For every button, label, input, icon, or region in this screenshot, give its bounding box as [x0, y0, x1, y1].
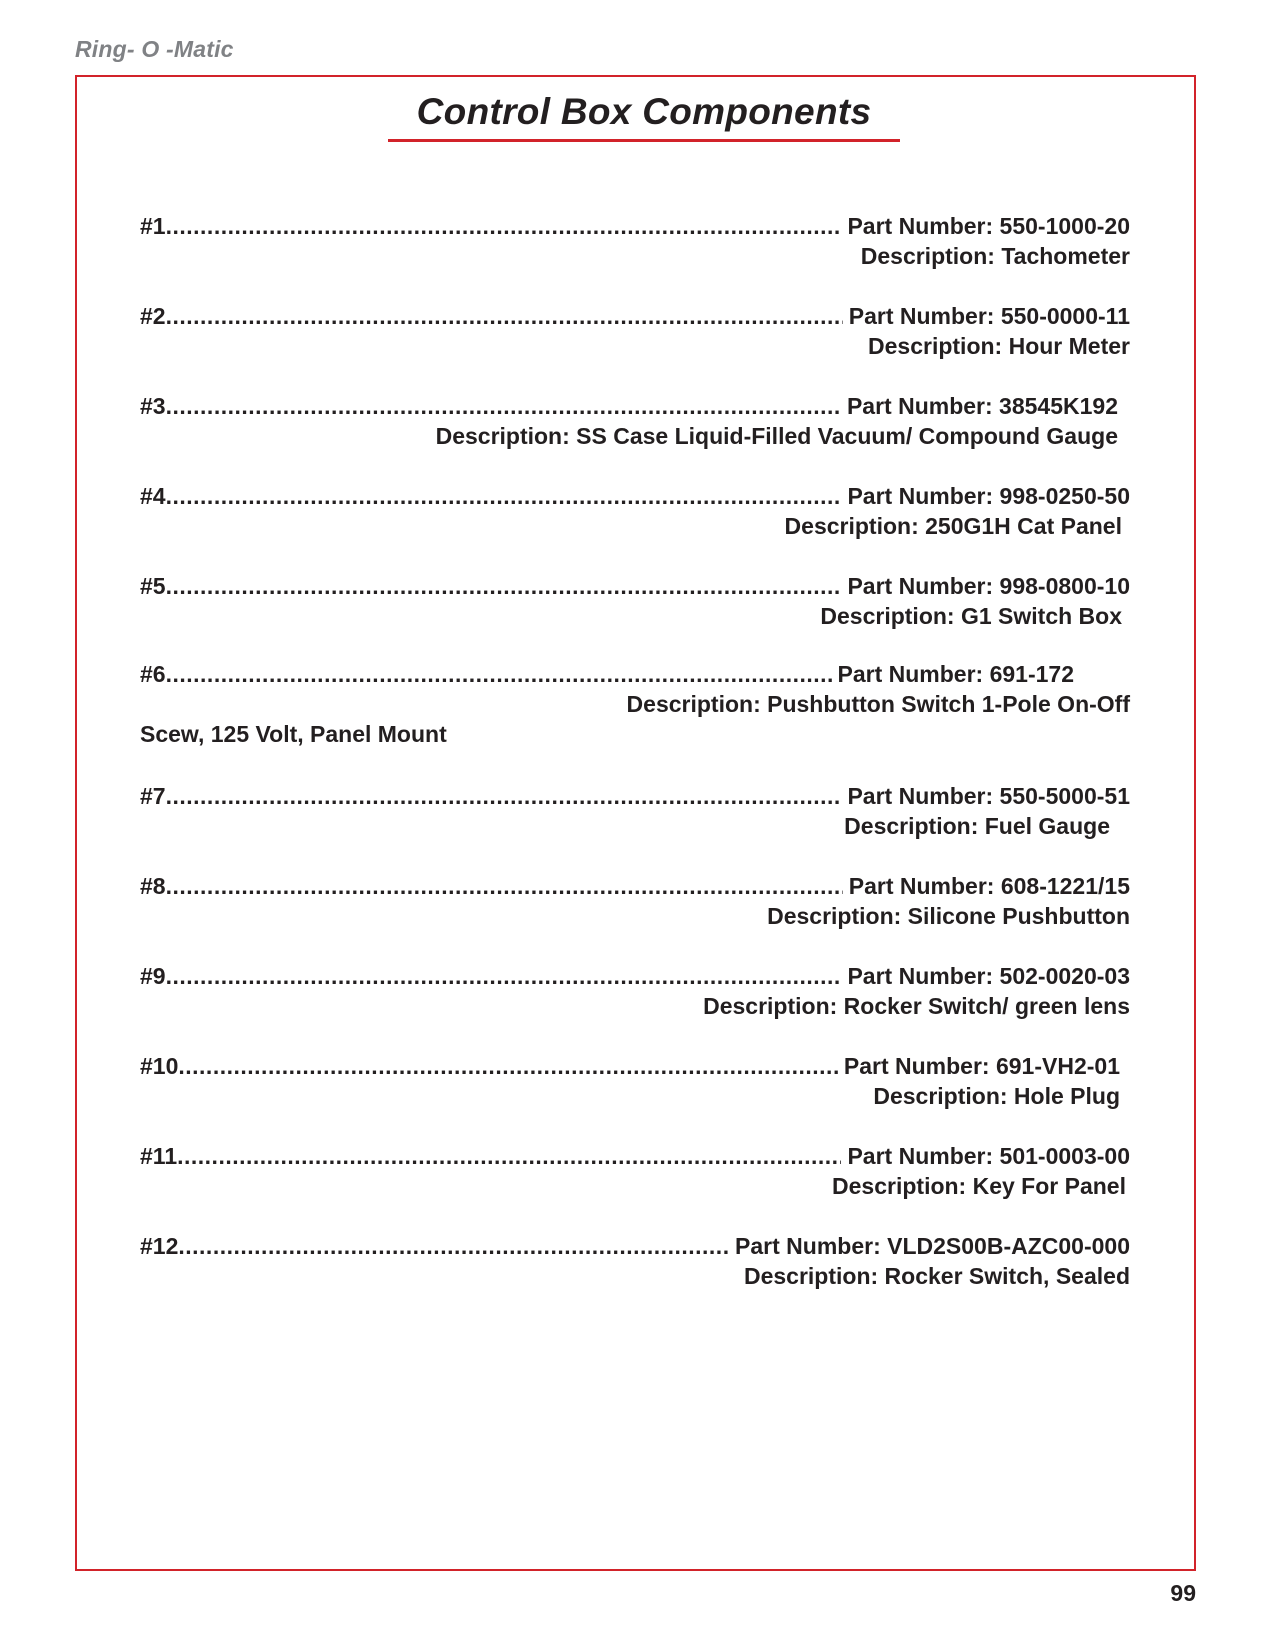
parts-list-item: [140, 481, 1130, 541]
dot-leader: [166, 961, 842, 991]
dot-leader: [166, 391, 841, 421]
parts-list-item: [140, 211, 1130, 271]
item-number: #5: [140, 573, 166, 599]
dot-leader: [166, 781, 842, 811]
part-line: [140, 481, 1130, 511]
part-line: [140, 781, 1130, 811]
page-number: 99: [1170, 1580, 1196, 1606]
part-number: Part Number: VLD2S00B-AZC00-000: [735, 1233, 1130, 1259]
item-number: #8: [140, 873, 166, 899]
part-line: [140, 659, 1130, 689]
running-head: Ring- O -Matic: [75, 36, 234, 62]
item-number: #6: [140, 661, 166, 687]
part-line: [140, 571, 1130, 601]
part-description: Description: G1 Switch Box: [820, 603, 1122, 629]
dot-leader: [166, 871, 843, 901]
parts-list-item: [140, 659, 1130, 749]
part-line: [140, 871, 1130, 901]
item-number: #11: [140, 1143, 178, 1169]
part-line: [140, 1231, 1130, 1261]
part-number: Part Number: 501-0003-00: [847, 1143, 1130, 1169]
title-underline: [388, 139, 900, 142]
part-number: Part Number: 502-0020-03: [847, 963, 1130, 989]
dot-leader: [178, 1231, 729, 1261]
item-number: #2: [140, 303, 166, 329]
part-description: Description: Hole Plug: [873, 1083, 1120, 1109]
parts-list-item: [140, 391, 1130, 451]
item-number: #7: [140, 783, 166, 809]
item-number: #10: [140, 1053, 179, 1079]
parts-list-item: [140, 301, 1130, 361]
parts-list-item: [140, 781, 1130, 841]
part-description: Description: Pushbutton Switch 1-Pole On-Off: [626, 691, 1130, 717]
dot-leader: [166, 571, 842, 601]
part-description: Description: Silicone Pushbutton: [767, 903, 1130, 929]
dot-leader: [177, 1141, 841, 1171]
parts-list-item: [140, 961, 1130, 1021]
part-description: Description: Rocker Switch, Sealed: [743, 1263, 1130, 1289]
part-number: Part Number: 550-0000-11: [848, 303, 1130, 329]
part-description: Description: SS Case Liquid-Filled Vacuum/ Compound Gauge: [435, 423, 1118, 449]
page-title: Control Box Components: [416, 91, 872, 132]
part-description: Description: Key For Panel: [832, 1173, 1126, 1199]
part-description: Description: Tachometer: [860, 243, 1130, 269]
dot-leader: [166, 481, 842, 511]
dot-leader: [166, 301, 843, 331]
part-line: [140, 391, 1130, 421]
item-number: #1: [140, 213, 166, 239]
part-number: Part Number: 691-172: [837, 661, 1074, 687]
item-number: #9: [140, 963, 166, 989]
item-number: #3: [140, 393, 166, 419]
part-number: Part Number: 998-0250-50: [847, 483, 1130, 509]
dot-leader: [166, 211, 842, 241]
part-number: Part Number: 608-1221/15: [848, 873, 1130, 899]
parts-list-item: [140, 1051, 1130, 1111]
parts-list-item: [140, 1141, 1130, 1201]
part-description: Description: 250G1H Cat Panel: [784, 513, 1122, 539]
part-line: [140, 211, 1130, 241]
part-line: [140, 1051, 1130, 1081]
part-description: Description: Hour Meter: [868, 333, 1130, 359]
part-number: Part Number: 998-0800-10: [847, 573, 1130, 599]
part-line: [140, 961, 1130, 991]
parts-list-item: [140, 871, 1130, 931]
part-line: [140, 301, 1130, 331]
dot-leader: [178, 1051, 838, 1081]
part-number: Part Number: 38545K192: [846, 393, 1118, 419]
item-number: #4: [140, 483, 166, 509]
part-line: [140, 1141, 1130, 1171]
part-description: Description: Rocker Switch/ green lens: [703, 993, 1130, 1019]
part-number: Part Number: 691-VH2-01: [843, 1053, 1120, 1079]
part-description-continued: Scew, 125 Volt, Panel Mount: [140, 721, 447, 747]
parts-list-item: [140, 571, 1130, 631]
dot-leader: [166, 659, 832, 689]
parts-list-item: [140, 1231, 1130, 1291]
title-block: [388, 90, 900, 142]
part-number: Part Number: 550-1000-20: [847, 213, 1130, 239]
item-number: #12: [140, 1233, 179, 1259]
part-description: Description: Fuel Gauge: [844, 813, 1110, 839]
part-number: Part Number: 550-5000-51: [847, 783, 1130, 809]
